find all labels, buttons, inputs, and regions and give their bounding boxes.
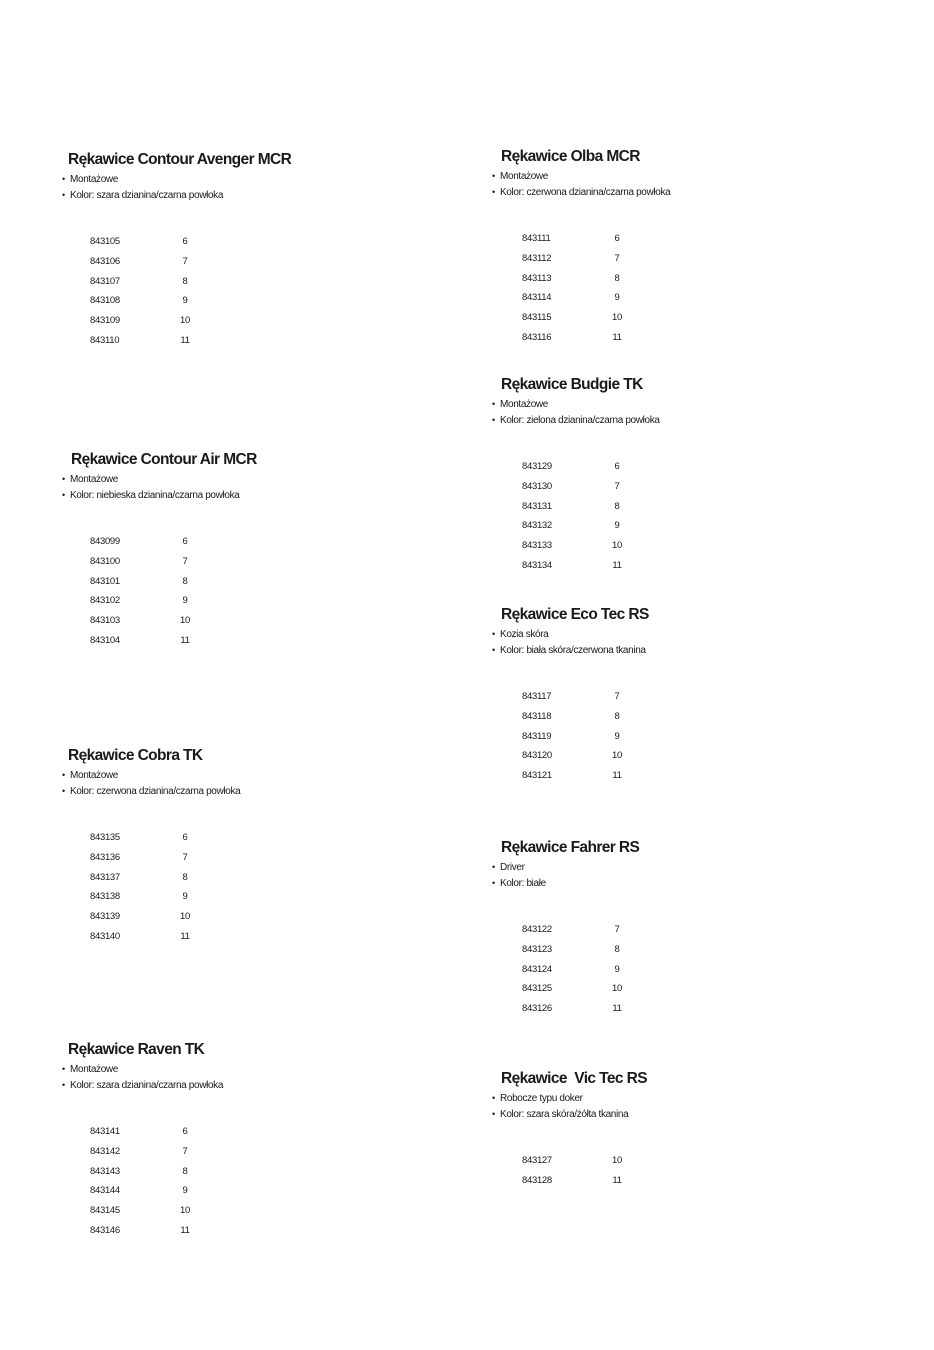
glove-size: 8 bbox=[614, 711, 620, 723]
size-table bbox=[90, 828, 240, 946]
product-code: 843116 bbox=[522, 331, 552, 343]
product-code: 843135 bbox=[90, 832, 120, 844]
table-row bbox=[90, 311, 291, 331]
feature-item: • Montażowe bbox=[492, 169, 670, 185]
glove-size: 8 bbox=[614, 272, 620, 284]
product-raven bbox=[62, 1041, 223, 1240]
feature-list bbox=[62, 172, 291, 203]
glove-size: 11 bbox=[180, 334, 190, 346]
feature-list bbox=[492, 860, 639, 891]
table-row bbox=[522, 1171, 647, 1191]
glove-size: 11 bbox=[612, 770, 622, 782]
glove-size: 9 bbox=[182, 295, 188, 307]
feature-list bbox=[62, 768, 240, 799]
product-code: 843099 bbox=[90, 536, 120, 548]
glove-size: 6 bbox=[182, 236, 188, 248]
product-olba bbox=[492, 148, 670, 347]
glove-size: 6 bbox=[182, 832, 188, 844]
glove-size: 9 bbox=[182, 891, 188, 903]
product-code: 843130 bbox=[522, 481, 552, 493]
size-table bbox=[522, 229, 670, 347]
table-row bbox=[90, 591, 257, 611]
table-row bbox=[90, 1142, 223, 1162]
glove-size: 11 bbox=[180, 930, 190, 942]
product-title: Rękawice Fahrer RS bbox=[501, 839, 640, 856]
glove-size: 7 bbox=[614, 691, 620, 703]
feature-item: • Montażowe bbox=[492, 397, 660, 413]
table-row bbox=[90, 330, 291, 350]
table-row bbox=[90, 552, 257, 572]
feature-list bbox=[492, 397, 660, 428]
feature-list bbox=[62, 1062, 223, 1093]
table-row bbox=[522, 516, 660, 536]
table-row bbox=[522, 536, 660, 556]
glove-size: 11 bbox=[612, 331, 622, 343]
glove-size: 10 bbox=[612, 540, 622, 552]
table-row bbox=[522, 477, 660, 497]
feature-item: • Kolor: czerwona dzianina/czarna powłoka bbox=[62, 784, 240, 800]
table-row bbox=[522, 249, 670, 269]
table-row bbox=[90, 532, 257, 552]
size-table bbox=[90, 232, 291, 350]
table-row bbox=[522, 1151, 647, 1171]
glove-size: 9 bbox=[614, 730, 620, 742]
product-contour-avenger bbox=[62, 151, 291, 350]
table-row bbox=[90, 571, 257, 591]
table-row bbox=[90, 848, 240, 868]
glove-size: 6 bbox=[182, 1126, 188, 1138]
product-code: 843136 bbox=[90, 852, 120, 864]
product-code: 843133 bbox=[522, 540, 552, 552]
product-code: 843110 bbox=[90, 334, 120, 346]
table-row bbox=[90, 907, 240, 927]
glove-size: 10 bbox=[180, 911, 190, 923]
product-cobra bbox=[62, 747, 240, 946]
product-title: Rękawice Contour Avenger MCR bbox=[68, 151, 292, 168]
product-code: 843139 bbox=[90, 911, 120, 923]
table-row bbox=[522, 746, 649, 766]
glove-size: 8 bbox=[614, 500, 620, 512]
table-row bbox=[522, 555, 660, 575]
product-title: Rękawice Cobra TK bbox=[68, 747, 203, 764]
feature-list bbox=[492, 627, 649, 658]
product-code: 843122 bbox=[522, 924, 552, 936]
glove-size: 8 bbox=[182, 871, 188, 883]
product-code: 843138 bbox=[90, 891, 120, 903]
table-row bbox=[90, 1181, 223, 1201]
glove-size: 8 bbox=[182, 275, 188, 287]
feature-item: • Kozia skóra bbox=[492, 627, 649, 643]
product-code: 843127 bbox=[522, 1155, 552, 1167]
product-budgie bbox=[492, 376, 660, 575]
feature-item: • Kolor: czerwona dzianina/czarna powłoka bbox=[492, 185, 670, 201]
glove-size: 11 bbox=[180, 1224, 190, 1236]
glove-size: 10 bbox=[612, 1155, 622, 1167]
glove-size: 8 bbox=[614, 944, 620, 956]
glove-size: 7 bbox=[614, 481, 620, 493]
table-row bbox=[522, 288, 670, 308]
product-code: 843125 bbox=[522, 983, 552, 995]
product-title: Rękawice Eco Tec RS bbox=[501, 606, 649, 623]
glove-size: 9 bbox=[614, 292, 620, 304]
product-code: 843104 bbox=[90, 634, 120, 646]
product-code: 843101 bbox=[90, 575, 120, 587]
product-code: 843120 bbox=[522, 750, 552, 762]
glove-size: 8 bbox=[182, 1165, 188, 1177]
product-code: 843121 bbox=[522, 770, 552, 782]
table-row bbox=[522, 308, 670, 328]
feature-item: • Kolor: niebieska dzianina/czarna powłoka bbox=[62, 488, 257, 504]
product-eco-tec bbox=[492, 606, 649, 785]
table-row bbox=[522, 979, 639, 999]
glove-size: 10 bbox=[180, 315, 190, 327]
product-code: 843100 bbox=[90, 556, 120, 568]
table-row bbox=[90, 291, 291, 311]
product-code: 843145 bbox=[90, 1205, 120, 1217]
table-row bbox=[522, 268, 670, 288]
product-code: 843113 bbox=[522, 272, 552, 284]
table-row bbox=[90, 926, 240, 946]
feature-item: • Montażowe bbox=[62, 768, 240, 784]
glove-size: 7 bbox=[614, 924, 620, 936]
product-title: Rękawice Budgie TK bbox=[501, 376, 643, 393]
product-title: Rękawice Vic Tec RS bbox=[501, 1070, 647, 1087]
size-table bbox=[90, 1122, 223, 1240]
table-row bbox=[522, 766, 649, 786]
table-row bbox=[90, 1220, 223, 1240]
size-table bbox=[522, 920, 639, 1018]
product-code: 843146 bbox=[90, 1224, 120, 1236]
feature-item: • Montażowe bbox=[62, 1062, 223, 1078]
product-code: 843129 bbox=[522, 461, 552, 473]
product-title: Rękawice Contour Air MCR bbox=[71, 451, 257, 468]
table-row bbox=[522, 496, 660, 516]
product-code: 843115 bbox=[522, 312, 552, 324]
table-row bbox=[90, 630, 257, 650]
glove-size: 11 bbox=[612, 559, 622, 571]
table-row bbox=[522, 327, 670, 347]
glove-size: 10 bbox=[180, 1205, 190, 1217]
product-code: 843134 bbox=[522, 559, 552, 571]
glove-size: 7 bbox=[182, 1146, 188, 1158]
glove-size: 9 bbox=[182, 1185, 188, 1197]
product-code: 843112 bbox=[522, 253, 552, 265]
feature-item: • Driver bbox=[492, 860, 639, 876]
feature-item: • Kolor: biała skóra/czerwona tkanina bbox=[492, 643, 649, 659]
product-contour-air bbox=[62, 451, 257, 650]
product-fahrer bbox=[492, 839, 639, 1018]
size-table bbox=[522, 687, 649, 785]
product-code: 843109 bbox=[90, 315, 120, 327]
table-row bbox=[522, 707, 649, 727]
glove-size: 7 bbox=[182, 256, 188, 268]
glove-size: 10 bbox=[612, 750, 622, 762]
glove-size: 9 bbox=[182, 595, 188, 607]
glove-size: 11 bbox=[612, 1003, 622, 1015]
product-code: 843137 bbox=[90, 871, 120, 883]
feature-list bbox=[62, 472, 257, 503]
feature-item: • Kolor: białe bbox=[492, 876, 639, 892]
product-title: Rękawice Olba MCR bbox=[501, 148, 640, 165]
table-row bbox=[522, 959, 639, 979]
feature-item: • Montażowe bbox=[62, 472, 257, 488]
table-row bbox=[90, 232, 291, 252]
glove-size: 8 bbox=[182, 575, 188, 587]
table-row bbox=[90, 1122, 223, 1142]
product-code: 843108 bbox=[90, 295, 120, 307]
product-code: 843123 bbox=[522, 944, 552, 956]
table-row bbox=[90, 887, 240, 907]
product-code: 843107 bbox=[90, 275, 120, 287]
product-code: 843143 bbox=[90, 1165, 120, 1177]
table-row bbox=[90, 828, 240, 848]
product-title: Rękawice Raven TK bbox=[68, 1041, 205, 1058]
feature-item: • Kolor: szara dzianina/czarna powłoka bbox=[62, 1078, 223, 1094]
glove-size: 10 bbox=[612, 983, 622, 995]
table-row bbox=[522, 999, 639, 1019]
product-code: 843118 bbox=[522, 711, 552, 723]
glove-size: 10 bbox=[180, 615, 190, 627]
product-code: 843124 bbox=[522, 963, 552, 975]
glove-size: 6 bbox=[182, 536, 188, 548]
product-vic-tec bbox=[492, 1070, 647, 1190]
product-code: 843103 bbox=[90, 615, 120, 627]
feature-item: • Robocze typu doker bbox=[492, 1091, 647, 1107]
size-table bbox=[522, 1151, 647, 1190]
glove-size: 7 bbox=[614, 253, 620, 265]
glove-size: 6 bbox=[614, 233, 620, 245]
feature-item: • Kolor: zielona dzianina/czarna powłoka bbox=[492, 413, 660, 429]
product-code: 843119 bbox=[522, 730, 552, 742]
size-table bbox=[522, 457, 660, 575]
glove-size: 6 bbox=[614, 461, 620, 473]
table-row bbox=[90, 1161, 223, 1181]
product-code: 843141 bbox=[90, 1126, 120, 1138]
feature-item: • Kolor: szara dzianina/czarna powłoka bbox=[62, 188, 291, 204]
feature-item: • Kolor: szara skóra/żółta tkanina bbox=[492, 1107, 647, 1123]
product-code: 843106 bbox=[90, 256, 120, 268]
table-row bbox=[522, 920, 639, 940]
product-code: 843142 bbox=[90, 1146, 120, 1158]
glove-size: 9 bbox=[614, 963, 620, 975]
product-code: 843111 bbox=[522, 233, 551, 245]
feature-item: • Montażowe bbox=[62, 172, 291, 188]
glove-size: 11 bbox=[612, 1175, 622, 1187]
product-code: 843144 bbox=[90, 1185, 120, 1197]
table-row bbox=[90, 611, 257, 631]
table-row bbox=[90, 252, 291, 272]
size-table bbox=[90, 532, 257, 650]
table-row bbox=[90, 867, 240, 887]
table-row bbox=[90, 1201, 223, 1221]
table-row bbox=[522, 726, 649, 746]
product-code: 843105 bbox=[90, 236, 120, 248]
glove-size: 7 bbox=[182, 556, 188, 568]
glove-size: 7 bbox=[182, 852, 188, 864]
product-code: 843131 bbox=[522, 500, 552, 512]
table-row bbox=[522, 687, 649, 707]
glove-size: 10 bbox=[612, 312, 622, 324]
feature-list bbox=[492, 169, 670, 200]
product-code: 843128 bbox=[522, 1175, 552, 1187]
glove-size: 11 bbox=[180, 634, 190, 646]
glove-size: 9 bbox=[614, 520, 620, 532]
table-row bbox=[522, 940, 639, 960]
product-code: 843102 bbox=[90, 595, 120, 607]
product-code: 843140 bbox=[90, 930, 120, 942]
table-row bbox=[522, 457, 660, 477]
product-code: 843117 bbox=[522, 691, 552, 703]
product-code: 843126 bbox=[522, 1003, 552, 1015]
feature-list bbox=[492, 1091, 647, 1122]
table-row bbox=[522, 229, 670, 249]
table-row bbox=[90, 271, 291, 291]
product-code: 843114 bbox=[522, 292, 552, 304]
product-code: 843132 bbox=[522, 520, 552, 532]
